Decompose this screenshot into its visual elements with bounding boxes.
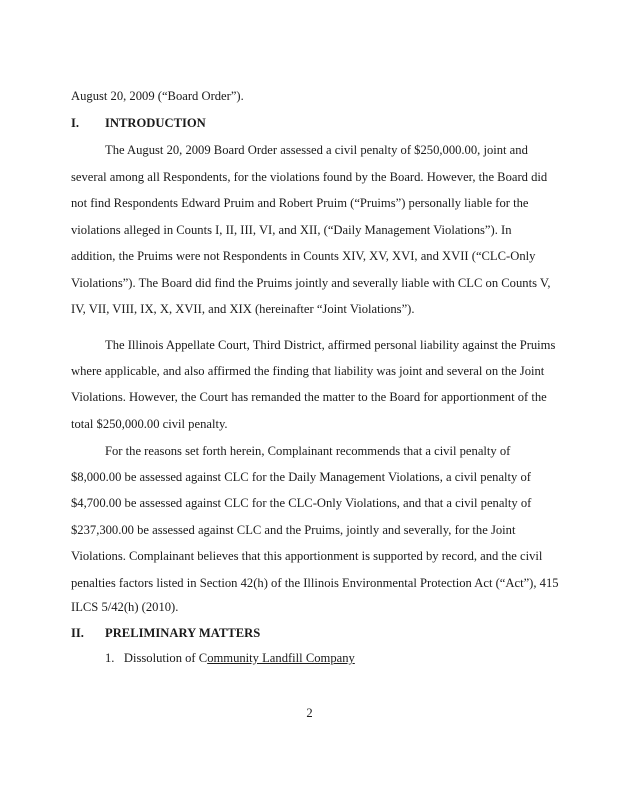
text-line: The Illinois Appellate Court, Third District, affirmed personal liability against the Pruims (105, 338, 556, 352)
subsection-title-start: Dissolution of C (123, 651, 208, 665)
heading-title: PRELIMINARY MATTERS (105, 626, 261, 640)
text-line: total $250,000.00 civil penalty. (71, 417, 228, 431)
text-line: addition, the Pruims were not Respondents in Counts XIV, XV, XVI, and XVII (“CLC-Only (71, 249, 536, 263)
text-line: IV, VII, VIII, IX, X, XVII, and XIX (hereinafter “Joint Violations”). (71, 302, 415, 316)
text-line: For the reasons set forth herein, Complainant recommends that a civil penalty of (105, 444, 511, 458)
section-heading-preliminary-matters (71, 625, 260, 641)
heading-number: II. (71, 626, 84, 640)
text-line: violations alleged in Counts I, II, III, VI, and XII, (“Daily Management Violations”). In (71, 223, 512, 237)
text-line: $8,000.00 be assessed against CLC for the Daily Management Violations, a civil penalty of (71, 470, 531, 484)
text-line: Violations. Complainant believes that this apportionment is supported by record, and the civil (71, 549, 543, 563)
text-line: The August 20, 2009 Board Order assessed a civil penalty of $250,000.00, joint and (105, 143, 528, 157)
section-heading-introduction (71, 115, 206, 131)
text-line: Violations”). The Board did find the Pruims jointly and severally liable with CLC on Counts V, (71, 276, 551, 290)
text-line: penalties factors listed in Section 42(h) of the Illinois Environmental Protection Act (“Act”), 415 (71, 576, 559, 590)
text-line: ILCS 5/42(h) (2010). (71, 600, 179, 614)
text-line: not find Respondents Edward Pruim and Robert Pruim (“Pruims”) personally liable for the (71, 196, 529, 210)
subsection-heading (105, 650, 355, 666)
text-line: $4,700.00 be assessed against CLC for the CLC-Only Violations, and that a civil penalty of (71, 496, 532, 510)
text-line: August 20, 2009 (“Board Order”). (71, 89, 244, 103)
subsection-title-underlined: ommunity Landfill Company (207, 651, 355, 665)
text-line: $237,300.00 be assessed against CLC and the Pruims, jointly and severally, for the Joint (71, 523, 516, 537)
text-line: several among all Respondents, for the violations found by the Board. However, the Board did (71, 170, 548, 184)
subsection-number: 1. (105, 651, 115, 665)
text-line: where applicable, and also affirmed the finding that liability was joint and several on the Joint (71, 364, 545, 378)
heading-number: I. (71, 116, 80, 130)
page-number: 2 (306, 706, 313, 720)
text-line: Violations. However, the Court has remanded the matter to the Board for apportionment of the (71, 390, 547, 404)
heading-title: INTRODUCTION (105, 116, 206, 130)
